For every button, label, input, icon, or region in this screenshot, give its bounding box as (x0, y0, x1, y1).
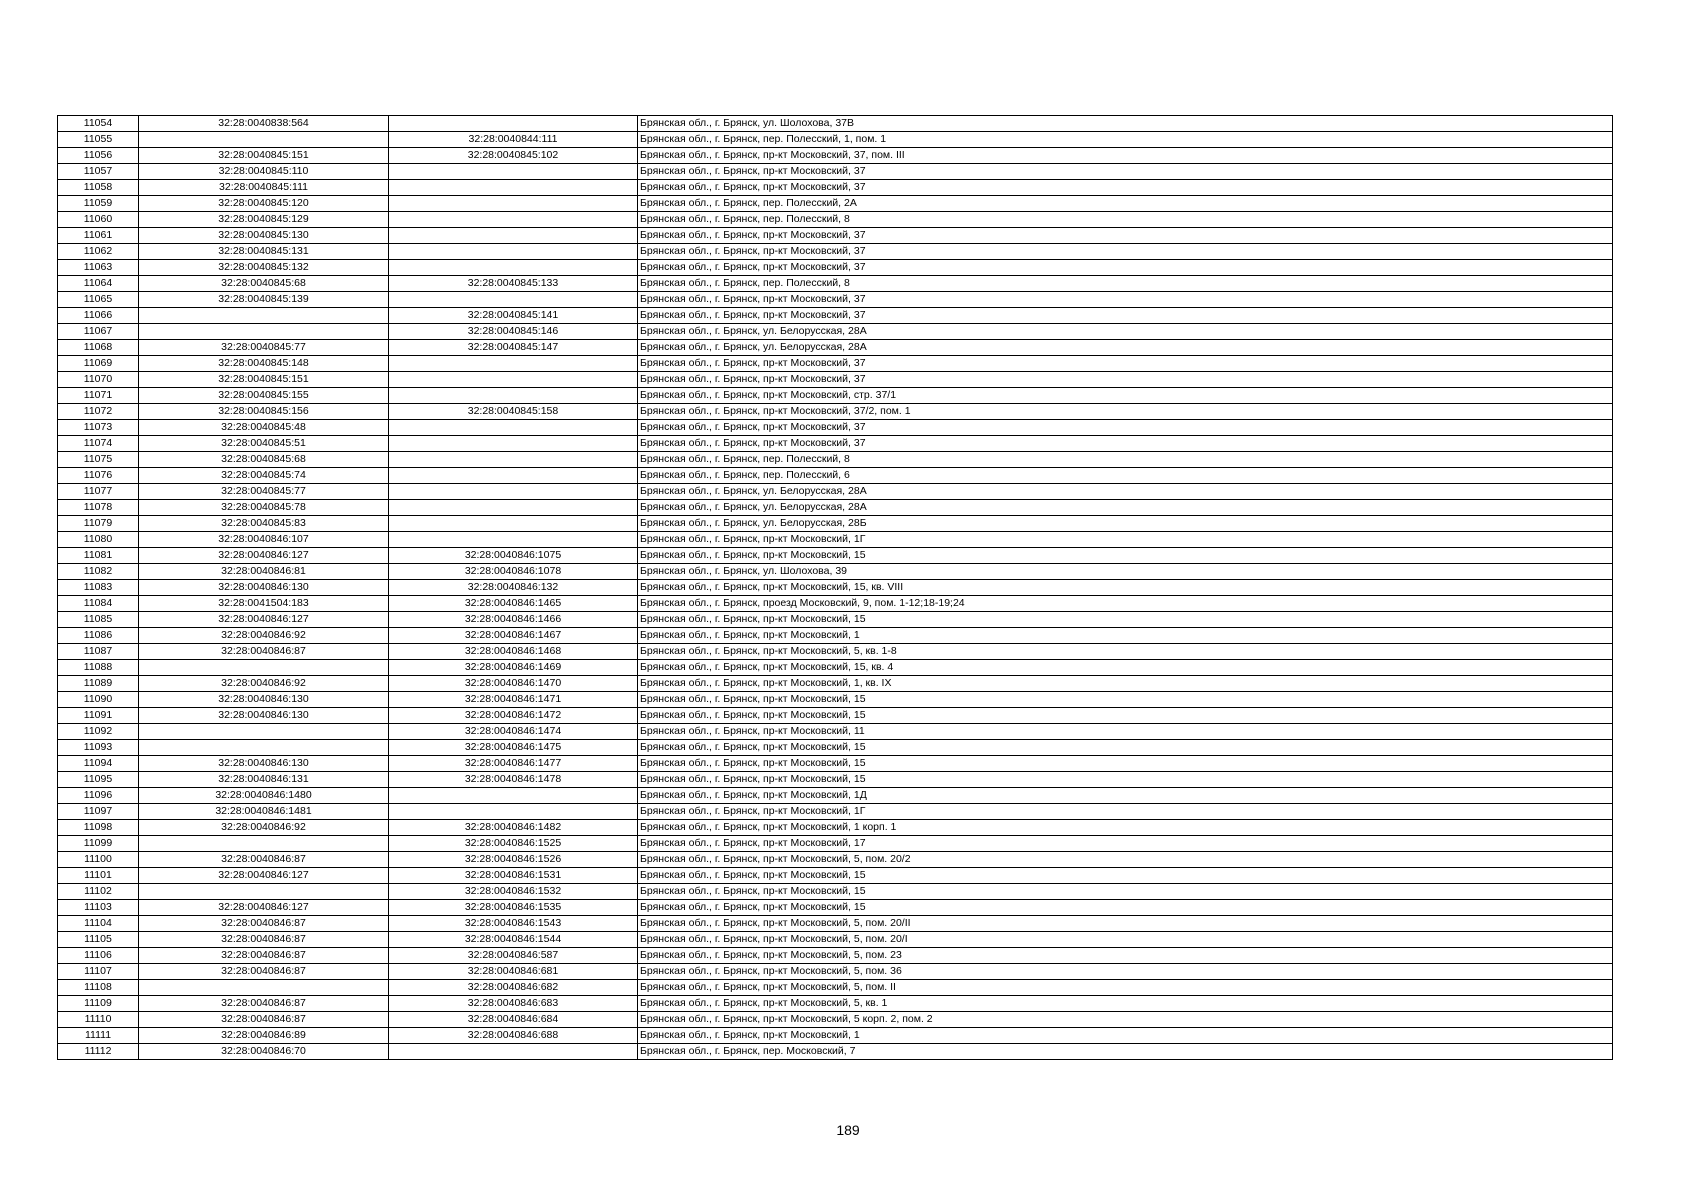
object-cadastral-number-cell: 32:28:0040846:1470 (389, 676, 638, 692)
object-cadastral-number-cell (389, 260, 638, 276)
address-cell: Брянская обл., г. Брянск, пр-кт Московский, 17 (638, 836, 1613, 852)
object-cadastral-number-cell (389, 804, 638, 820)
row-number-cell: 11071 (58, 388, 139, 404)
address-cell: Брянская обл., г. Брянск, пр-кт Московский, 15 (638, 708, 1613, 724)
table-row (58, 388, 1613, 404)
cadastral-number-cell: 32:28:0040845:68 (139, 452, 389, 468)
table-row (58, 308, 1613, 324)
address-cell: Брянская обл., г. Брянск, пр-кт Московский, 15 (638, 772, 1613, 788)
object-cadastral-number-cell: 32:28:0040846:1075 (389, 548, 638, 564)
object-cadastral-number-cell (389, 292, 638, 308)
cadastral-number-cell: 32:28:0040846:127 (139, 548, 389, 564)
table-row (58, 1012, 1613, 1028)
object-cadastral-number-cell: 32:28:0040846:1465 (389, 596, 638, 612)
address-cell: Брянская обл., г. Брянск, ул. Белорусская, 28А (638, 340, 1613, 356)
object-cadastral-number-cell: 32:28:0040846:1478 (389, 772, 638, 788)
address-cell: Брянская обл., г. Брянск, ул. Белорусская, 28А (638, 324, 1613, 340)
cadastral-number-cell: 32:28:0040846:87 (139, 964, 389, 980)
cadastral-number-cell: 32:28:0040845:68 (139, 276, 389, 292)
cadastral-number-cell: 32:28:0040845:77 (139, 340, 389, 356)
cadastral-number-cell: 32:28:0040846:1480 (139, 788, 389, 804)
object-cadastral-number-cell: 32:28:0040846:132 (389, 580, 638, 596)
row-number-cell: 11103 (58, 900, 139, 916)
row-number-cell: 11100 (58, 852, 139, 868)
object-cadastral-number-cell: 32:28:0040845:141 (389, 308, 638, 324)
object-cadastral-number-cell: 32:28:0040846:587 (389, 948, 638, 964)
address-cell: Брянская обл., г. Брянск, пр-кт Московский, 5, пом. 36 (638, 964, 1613, 980)
table-row (58, 276, 1613, 292)
address-cell: Брянская обл., г. Брянск, пр-кт Московский, стр. 37/1 (638, 388, 1613, 404)
cadastral-number-cell: 32:28:0040845:83 (139, 516, 389, 532)
table-row (58, 580, 1613, 596)
object-cadastral-number-cell (389, 468, 638, 484)
cadastral-number-cell: 32:28:0040846:87 (139, 1012, 389, 1028)
row-number-cell: 11091 (58, 708, 139, 724)
table-row (58, 228, 1613, 244)
row-number-cell: 11090 (58, 692, 139, 708)
cadastral-number-cell: 32:28:0040846:92 (139, 820, 389, 836)
table-row (58, 676, 1613, 692)
row-number-cell: 11098 (58, 820, 139, 836)
address-cell: Брянская обл., г. Брянск, пр-кт Московский, 37 (638, 228, 1613, 244)
address-cell: Брянская обл., г. Брянск, пр-кт Московский, 1Д (638, 788, 1613, 804)
page-sheet (57, 115, 1613, 1060)
object-cadastral-number-cell (389, 228, 638, 244)
address-cell: Брянская обл., г. Брянск, пр-кт Московский, 15 (638, 548, 1613, 564)
object-cadastral-number-cell (389, 116, 638, 132)
address-cell: Брянская обл., г. Брянск, пр-кт Московский, 5, кв. 1 (638, 996, 1613, 1012)
table-row (58, 468, 1613, 484)
cadastral-number-cell: 32:28:0040845:74 (139, 468, 389, 484)
cadastral-number-cell: 32:28:0040845:139 (139, 292, 389, 308)
table-row (58, 420, 1613, 436)
object-cadastral-number-cell: 32:28:0040844:111 (389, 132, 638, 148)
table-row (58, 1028, 1613, 1044)
table-row (58, 484, 1613, 500)
cadastral-number-cell (139, 132, 389, 148)
row-number-cell: 11057 (58, 164, 139, 180)
address-cell: Брянская обл., г. Брянск, пер. Полесский, 8 (638, 276, 1613, 292)
table-row (58, 1044, 1613, 1060)
cadastral-number-cell: 32:28:0040846:107 (139, 532, 389, 548)
address-cell: Брянская обл., г. Брянск, пр-кт Московский, 37 (638, 260, 1613, 276)
row-number-cell: 11065 (58, 292, 139, 308)
cadastral-number-cell: 32:28:0040845:48 (139, 420, 389, 436)
row-number-cell: 11111 (58, 1028, 139, 1044)
object-cadastral-number-cell: 32:28:0040846:1482 (389, 820, 638, 836)
cadastral-number-cell: 32:28:0040845:156 (139, 404, 389, 420)
row-number-cell: 11084 (58, 596, 139, 612)
address-cell: Брянская обл., г. Брянск, пр-кт Московский, 15 (638, 756, 1613, 772)
object-cadastral-number-cell: 32:28:0040846:1078 (389, 564, 638, 580)
cadastral-number-cell: 32:28:0040845:131 (139, 244, 389, 260)
object-cadastral-number-cell: 32:28:0040846:681 (389, 964, 638, 980)
object-cadastral-number-cell: 32:28:0040846:1466 (389, 612, 638, 628)
row-number-cell: 11081 (58, 548, 139, 564)
row-number-cell: 11059 (58, 196, 139, 212)
table-row (58, 132, 1613, 148)
cadastral-number-cell: 32:28:0040845:130 (139, 228, 389, 244)
object-cadastral-number-cell (389, 196, 638, 212)
cadastral-number-cell: 32:28:0040846:127 (139, 868, 389, 884)
address-cell: Брянская обл., г. Брянск, пр-кт Московский, 15 (638, 692, 1613, 708)
row-number-cell: 11105 (58, 932, 139, 948)
table-row (58, 644, 1613, 660)
object-cadastral-number-cell (389, 180, 638, 196)
object-cadastral-number-cell: 32:28:0040845:146 (389, 324, 638, 340)
address-cell: Брянская обл., г. Брянск, проезд Московский, 9, пом. 1-12;18-19;24 (638, 596, 1613, 612)
address-cell: Брянская обл., г. Брянск, ул. Шолохова, 37В (638, 116, 1613, 132)
object-cadastral-number-cell (389, 420, 638, 436)
cadastral-number-cell: 32:28:0040845:111 (139, 180, 389, 196)
object-cadastral-number-cell (389, 164, 638, 180)
object-cadastral-number-cell (389, 244, 638, 260)
row-number-cell: 11069 (58, 356, 139, 372)
table-row (58, 404, 1613, 420)
row-number-cell: 11107 (58, 964, 139, 980)
row-number-cell: 11079 (58, 516, 139, 532)
row-number-cell: 11061 (58, 228, 139, 244)
cadastral-number-cell: 32:28:0040846:87 (139, 852, 389, 868)
table-row (58, 340, 1613, 356)
address-cell: Брянская обл., г. Брянск, пр-кт Московский, 37 (638, 164, 1613, 180)
object-cadastral-number-cell: 32:28:0040846:1544 (389, 932, 638, 948)
cadastral-number-cell (139, 884, 389, 900)
row-number-cell: 11074 (58, 436, 139, 452)
cadastral-number-cell: 32:28:0040845:148 (139, 356, 389, 372)
cadastral-number-cell: 32:28:0040845:132 (139, 260, 389, 276)
object-cadastral-number-cell: 32:28:0040846:1543 (389, 916, 638, 932)
cadastral-number-cell (139, 740, 389, 756)
cadastral-number-cell: 32:28:0040846:130 (139, 756, 389, 772)
row-number-cell: 11080 (58, 532, 139, 548)
table-row (58, 996, 1613, 1012)
row-number-cell: 11094 (58, 756, 139, 772)
row-number-cell: 11054 (58, 116, 139, 132)
address-cell: Брянская обл., г. Брянск, пр-кт Московский, 1 (638, 628, 1613, 644)
address-cell: Брянская обл., г. Брянск, пер. Московский, 7 (638, 1044, 1613, 1060)
table-row (58, 116, 1613, 132)
address-cell: Брянская обл., г. Брянск, пр-кт Московский, 5 корп. 2, пом. 2 (638, 1012, 1613, 1028)
cadastral-number-cell: 32:28:0040846:87 (139, 996, 389, 1012)
row-number-cell: 11104 (58, 916, 139, 932)
address-cell: Брянская обл., г. Брянск, пр-кт Московский, 5, пом. 20/I (638, 932, 1613, 948)
cadastral-number-cell: 32:28:0040846:130 (139, 708, 389, 724)
address-cell: Брянская обл., г. Брянск, пр-кт Московский, 37 (638, 420, 1613, 436)
object-cadastral-number-cell (389, 532, 638, 548)
cadastral-number-cell: 32:28:0040838:564 (139, 116, 389, 132)
address-cell: Брянская обл., г. Брянск, пр-кт Московский, 15 (638, 900, 1613, 916)
row-number-cell: 11073 (58, 420, 139, 436)
cadastral-number-cell: 32:28:0040846:130 (139, 692, 389, 708)
object-cadastral-number-cell (389, 788, 638, 804)
table-row (58, 532, 1613, 548)
row-number-cell: 11063 (58, 260, 139, 276)
table-row (58, 516, 1613, 532)
row-number-cell: 11106 (58, 948, 139, 964)
table-row (58, 628, 1613, 644)
address-cell: Брянская обл., г. Брянск, пр-кт Московский, 37/2, пом. 1 (638, 404, 1613, 420)
table-row (58, 740, 1613, 756)
object-cadastral-number-cell (389, 516, 638, 532)
table-row (58, 692, 1613, 708)
address-cell: Брянская обл., г. Брянск, пр-кт Московский, 5, пом. 20/II (638, 916, 1613, 932)
row-number-cell: 11075 (58, 452, 139, 468)
cadastral-number-cell (139, 836, 389, 852)
table-row (58, 324, 1613, 340)
table-row (58, 820, 1613, 836)
table-row (58, 292, 1613, 308)
address-cell: Брянская обл., г. Брянск, пр-кт Московский, 37 (638, 244, 1613, 260)
cadastral-number-cell: 32:28:0040845:151 (139, 372, 389, 388)
cadastral-number-cell (139, 980, 389, 996)
row-number-cell: 11099 (58, 836, 139, 852)
object-cadastral-number-cell: 32:28:0040846:1525 (389, 836, 638, 852)
table-row (58, 612, 1613, 628)
address-cell: Брянская обл., г. Брянск, пер. Полесский, 6 (638, 468, 1613, 484)
address-cell: Брянская обл., г. Брянск, пер. Полесский, 1, пом. 1 (638, 132, 1613, 148)
table-row (58, 196, 1613, 212)
table-row (58, 372, 1613, 388)
table-row (58, 660, 1613, 676)
row-number-cell: 11097 (58, 804, 139, 820)
address-cell: Брянская обл., г. Брянск, пр-кт Московский, 37 (638, 436, 1613, 452)
address-cell: Брянская обл., г. Брянск, пер. Полесский, 8 (638, 452, 1613, 468)
cadastral-number-cell: 32:28:0040845:110 (139, 164, 389, 180)
address-cell: Брянская обл., г. Брянск, пр-кт Московский, 37 (638, 372, 1613, 388)
table-row (58, 916, 1613, 932)
registry-body (58, 116, 1613, 1060)
row-number-cell: 11086 (58, 628, 139, 644)
row-number-cell: 11068 (58, 340, 139, 356)
address-cell: Брянская обл., г. Брянск, пр-кт Московский, 15 (638, 740, 1613, 756)
address-cell: Брянская обл., г. Брянск, пр-кт Московский, 37, пом. III (638, 148, 1613, 164)
row-number-cell: 11064 (58, 276, 139, 292)
row-number-cell: 11112 (58, 1044, 139, 1060)
object-cadastral-number-cell (389, 356, 638, 372)
object-cadastral-number-cell: 32:28:0040846:1469 (389, 660, 638, 676)
table-row (58, 356, 1613, 372)
object-cadastral-number-cell (389, 500, 638, 516)
cadastral-number-cell: 32:28:0040846:130 (139, 580, 389, 596)
address-cell: Брянская обл., г. Брянск, пр-кт Московский, 15 (638, 868, 1613, 884)
row-number-cell: 11070 (58, 372, 139, 388)
table-row (58, 596, 1613, 612)
table-row (58, 756, 1613, 772)
row-number-cell: 11067 (58, 324, 139, 340)
object-cadastral-number-cell: 32:28:0040846:688 (389, 1028, 638, 1044)
row-number-cell: 11066 (58, 308, 139, 324)
table-row (58, 708, 1613, 724)
object-cadastral-number-cell (389, 212, 638, 228)
object-cadastral-number-cell: 32:28:0040846:1475 (389, 740, 638, 756)
table-row (58, 900, 1613, 916)
object-cadastral-number-cell: 32:28:0040846:1471 (389, 692, 638, 708)
object-cadastral-number-cell (389, 452, 638, 468)
table-row (58, 772, 1613, 788)
table-row (58, 724, 1613, 740)
address-cell: Брянская обл., г. Брянск, пр-кт Московский, 5, кв. 1-8 (638, 644, 1613, 660)
row-number-cell: 11060 (58, 212, 139, 228)
object-cadastral-number-cell: 32:28:0040846:1474 (389, 724, 638, 740)
row-number-cell: 11078 (58, 500, 139, 516)
object-cadastral-number-cell: 32:28:0040845:102 (389, 148, 638, 164)
row-number-cell: 11089 (58, 676, 139, 692)
cadastral-number-cell: 32:28:0040846:89 (139, 1028, 389, 1044)
address-cell: Брянская обл., г. Брянск, пр-кт Московский, 37 (638, 292, 1613, 308)
table-row (58, 180, 1613, 196)
cadastral-number-cell: 32:28:0040846:92 (139, 676, 389, 692)
row-number-cell: 11056 (58, 148, 139, 164)
object-cadastral-number-cell: 32:28:0040846:682 (389, 980, 638, 996)
cadastral-number-cell: 32:28:0040846:127 (139, 612, 389, 628)
table-row (58, 884, 1613, 900)
cadastral-number-cell: 32:28:0040845:129 (139, 212, 389, 228)
table-row (58, 788, 1613, 804)
cadastral-number-cell: 32:28:0040846:81 (139, 564, 389, 580)
cadastral-registry-table (57, 115, 1613, 1060)
object-cadastral-number-cell: 32:28:0040846:1467 (389, 628, 638, 644)
row-number-cell: 11093 (58, 740, 139, 756)
address-cell: Брянская обл., г. Брянск, пер. Полесский, 2А (638, 196, 1613, 212)
address-cell: Брянская обл., г. Брянск, пр-кт Московский, 1 корп. 1 (638, 820, 1613, 836)
row-number-cell: 11101 (58, 868, 139, 884)
row-number-cell: 11110 (58, 1012, 139, 1028)
object-cadastral-number-cell (389, 1044, 638, 1060)
address-cell: Брянская обл., г. Брянск, пр-кт Московский, 5, пом. II (638, 980, 1613, 996)
cadastral-number-cell: 32:28:0040845:155 (139, 388, 389, 404)
table-row (58, 452, 1613, 468)
cadastral-number-cell: 32:28:0040846:87 (139, 916, 389, 932)
table-row (58, 980, 1613, 996)
cadastral-number-cell: 32:28:0040845:78 (139, 500, 389, 516)
address-cell: Брянская обл., г. Брянск, ул. Белорусская, 28А (638, 484, 1613, 500)
table-row (58, 868, 1613, 884)
cadastral-number-cell: 32:28:0040845:51 (139, 436, 389, 452)
object-cadastral-number-cell (389, 436, 638, 452)
cadastral-number-cell: 32:28:0040845:151 (139, 148, 389, 164)
table-row (58, 964, 1613, 980)
row-number-cell: 11082 (58, 564, 139, 580)
cadastral-number-cell: 32:28:0040846:1481 (139, 804, 389, 820)
address-cell: Брянская обл., г. Брянск, пер. Полесский, 8 (638, 212, 1613, 228)
row-number-cell: 11108 (58, 980, 139, 996)
address-cell: Брянская обл., г. Брянск, пр-кт Московский, 5, пом. 23 (638, 948, 1613, 964)
row-number-cell: 11083 (58, 580, 139, 596)
row-number-cell: 11088 (58, 660, 139, 676)
table-row (58, 436, 1613, 452)
object-cadastral-number-cell: 32:28:0040846:1477 (389, 756, 638, 772)
cadastral-number-cell: 32:28:0040846:87 (139, 644, 389, 660)
address-cell: Брянская обл., г. Брянск, пр-кт Московский, 15 (638, 612, 1613, 628)
object-cadastral-number-cell: 32:28:0040846:1535 (389, 900, 638, 916)
address-cell: Брянская обл., г. Брянск, пр-кт Московский, 15 (638, 884, 1613, 900)
row-number-cell: 11062 (58, 244, 139, 260)
cadastral-number-cell (139, 308, 389, 324)
cadastral-number-cell (139, 324, 389, 340)
object-cadastral-number-cell: 32:28:0040846:684 (389, 1012, 638, 1028)
address-cell: Брянская обл., г. Брянск, ул. Белорусская, 28А (638, 500, 1613, 516)
row-number-cell: 11058 (58, 180, 139, 196)
table-row (58, 164, 1613, 180)
object-cadastral-number-cell: 32:28:0040845:147 (389, 340, 638, 356)
table-row (58, 564, 1613, 580)
address-cell: Брянская обл., г. Брянск, пр-кт Московский, 15, кв. VIII (638, 580, 1613, 596)
row-number-cell: 11085 (58, 612, 139, 628)
object-cadastral-number-cell (389, 388, 638, 404)
row-number-cell: 11109 (58, 996, 139, 1012)
address-cell: Брянская обл., г. Брянск, пр-кт Московский, 1Г (638, 804, 1613, 820)
address-cell: Брянская обл., г. Брянск, пр-кт Московский, 1Г (638, 532, 1613, 548)
row-number-cell: 11095 (58, 772, 139, 788)
row-number-cell: 11076 (58, 468, 139, 484)
row-number-cell: 11096 (58, 788, 139, 804)
row-number-cell: 11102 (58, 884, 139, 900)
table-row (58, 212, 1613, 228)
address-cell: Брянская обл., г. Брянск, пр-кт Московский, 37 (638, 356, 1613, 372)
table-row (58, 500, 1613, 516)
cadastral-number-cell: 32:28:0041504:183 (139, 596, 389, 612)
object-cadastral-number-cell: 32:28:0040846:683 (389, 996, 638, 1012)
row-number-cell: 11092 (58, 724, 139, 740)
address-cell: Брянская обл., г. Брянск, пр-кт Московский, 37 (638, 180, 1613, 196)
object-cadastral-number-cell (389, 372, 638, 388)
cadastral-number-cell: 32:28:0040846:70 (139, 1044, 389, 1060)
object-cadastral-number-cell: 32:28:0040846:1526 (389, 852, 638, 868)
address-cell: Брянская обл., г. Брянск, пр-кт Московский, 11 (638, 724, 1613, 740)
table-row (58, 260, 1613, 276)
table-row (58, 932, 1613, 948)
row-number-cell: 11072 (58, 404, 139, 420)
row-number-cell: 11055 (58, 132, 139, 148)
object-cadastral-number-cell: 32:28:0040846:1468 (389, 644, 638, 660)
table-row (58, 852, 1613, 868)
cadastral-number-cell (139, 660, 389, 676)
cadastral-number-cell (139, 724, 389, 740)
object-cadastral-number-cell: 32:28:0040846:1531 (389, 868, 638, 884)
address-cell: Брянская обл., г. Брянск, пр-кт Московский, 37 (638, 308, 1613, 324)
table-row (58, 804, 1613, 820)
row-number-cell: 11087 (58, 644, 139, 660)
table-row (58, 244, 1613, 260)
page-number: 189 (836, 1122, 860, 1138)
cadastral-number-cell: 32:28:0040846:87 (139, 948, 389, 964)
cadastral-number-cell: 32:28:0040845:77 (139, 484, 389, 500)
row-number-cell: 11077 (58, 484, 139, 500)
table-row (58, 836, 1613, 852)
address-cell: Брянская обл., г. Брянск, пр-кт Московский, 5, пом. 20/2 (638, 852, 1613, 868)
object-cadastral-number-cell: 32:28:0040846:1532 (389, 884, 638, 900)
address-cell: Брянская обл., г. Брянск, ул. Шолохова, 39 (638, 564, 1613, 580)
cadastral-number-cell: 32:28:0040846:131 (139, 772, 389, 788)
cadastral-number-cell: 32:28:0040845:120 (139, 196, 389, 212)
cadastral-number-cell: 32:28:0040846:92 (139, 628, 389, 644)
object-cadastral-number-cell: 32:28:0040845:133 (389, 276, 638, 292)
cadastral-number-cell: 32:28:0040846:127 (139, 900, 389, 916)
table-row (58, 148, 1613, 164)
object-cadastral-number-cell: 32:28:0040846:1472 (389, 708, 638, 724)
address-cell: Брянская обл., г. Брянск, пр-кт Московский, 15, кв. 4 (638, 660, 1613, 676)
address-cell: Брянская обл., г. Брянск, ул. Белорусская, 28Б (638, 516, 1613, 532)
object-cadastral-number-cell (389, 484, 638, 500)
table-row (58, 948, 1613, 964)
object-cadastral-number-cell: 32:28:0040845:158 (389, 404, 638, 420)
address-cell: Брянская обл., г. Брянск, пр-кт Московский, 1, кв. IX (638, 676, 1613, 692)
table-row (58, 548, 1613, 564)
address-cell: Брянская обл., г. Брянск, пр-кт Московский, 1 (638, 1028, 1613, 1044)
cadastral-number-cell: 32:28:0040846:87 (139, 932, 389, 948)
